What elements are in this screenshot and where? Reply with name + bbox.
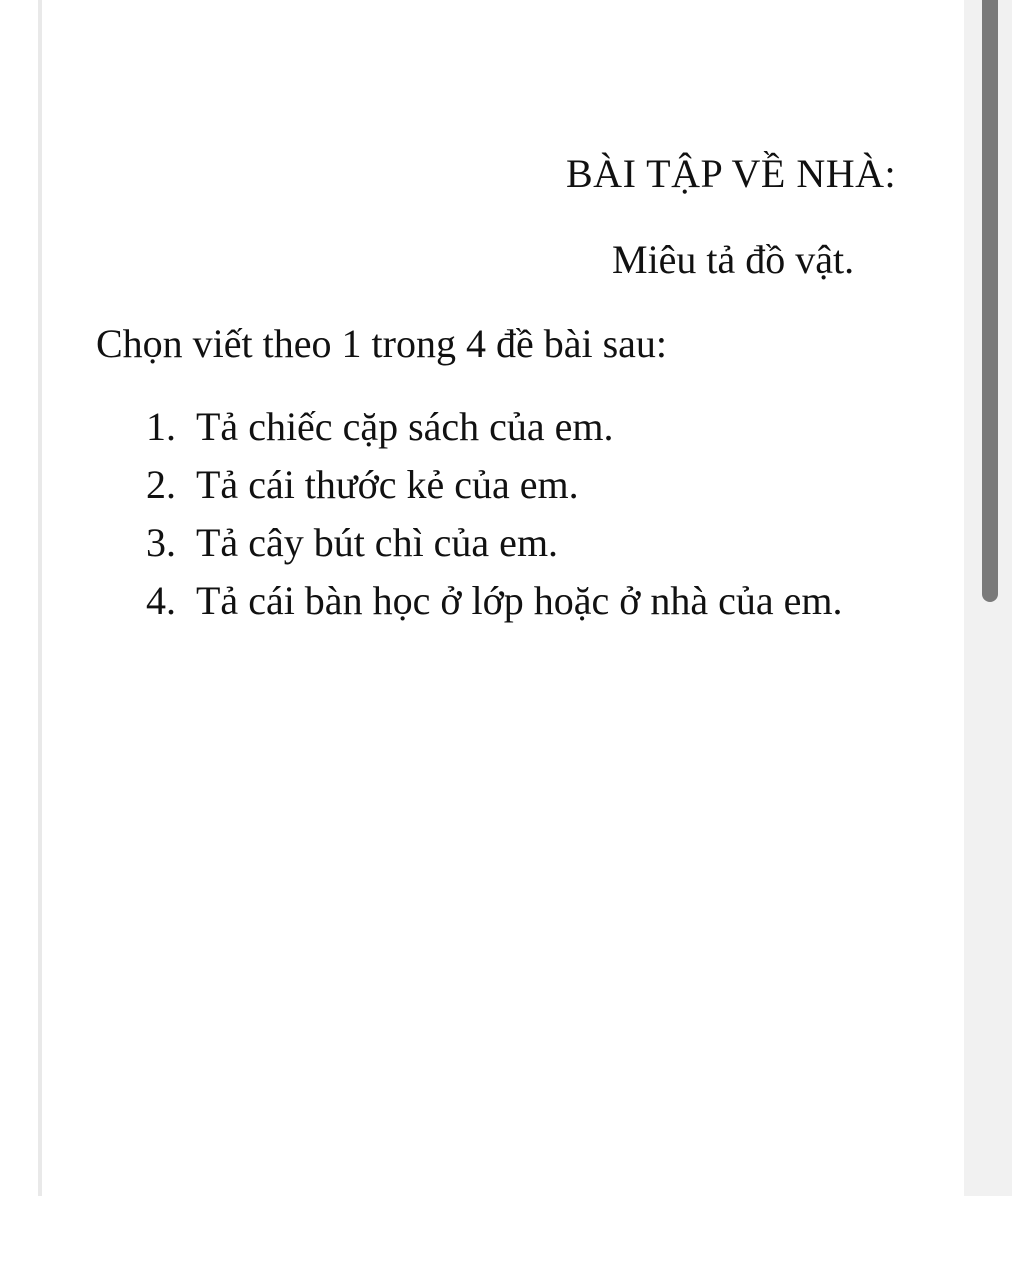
list-item-number: 2. xyxy=(146,462,176,507)
list-item-number: 3. xyxy=(146,520,176,565)
page-title: BÀI TẬP VỀ NHÀ: xyxy=(566,151,897,196)
task-list xyxy=(146,403,843,635)
page-subtitle: Miêu tả đồ vật. xyxy=(612,237,855,282)
list-item-text: Tả cái bàn học ở lớp hoặc ở nhà của em. xyxy=(196,578,843,623)
list-item-number: 1. xyxy=(146,404,176,449)
vertical-scrollbar-thumb[interactable] xyxy=(982,0,998,602)
list-item xyxy=(146,461,843,519)
list-item-text: Tả cái thước kẻ của em. xyxy=(196,462,579,507)
list-item-text: Tả chiếc cặp sách của em. xyxy=(196,404,614,449)
list-item-text: Tả cây bút chì của em. xyxy=(196,520,559,565)
list-item xyxy=(146,577,843,635)
list-item xyxy=(146,519,843,577)
list-item-number: 4. xyxy=(146,578,176,623)
list-item xyxy=(146,403,843,461)
assignment-intro: Chọn viết theo 1 trong 4 đề bài sau: xyxy=(96,321,668,366)
